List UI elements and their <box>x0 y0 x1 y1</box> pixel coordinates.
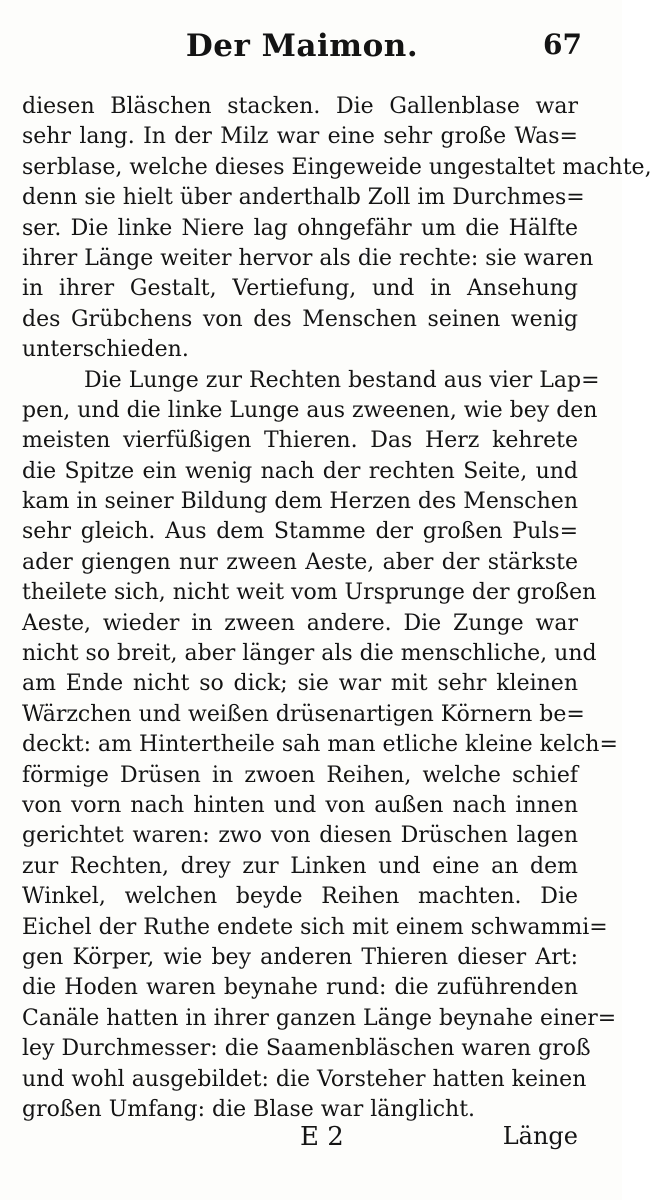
text-line: diesen Bläschen stacken. Die Gallenblase war <box>22 94 578 119</box>
text-line: pen, und die linke Lunge aus zweenen, wie bey den <box>22 397 598 423</box>
text-line: ader giengen nur zween Aeste, aber der stärkste <box>22 549 578 575</box>
text-line: des Grübchens von des Menschen seinen wenig <box>22 306 578 332</box>
text-line: gen Körper, wie bey anderen Thieren dieser Art: <box>22 944 578 970</box>
text-line: serblase, welche dieses Eingeweide ungestaltet machte, <box>22 154 652 180</box>
page-number: 67 <box>543 28 582 61</box>
text-line: die Hoden waren beynahe rund: die zuführenden <box>22 975 578 1001</box>
text-line: sehr lang. In der Milz war eine sehr große Was= <box>22 124 578 150</box>
text-line: unterschieden. <box>22 337 189 363</box>
text-line: nicht so breit, aber länger als die menschliche, und <box>22 641 597 667</box>
text-line: meisten vierfüßigen Thieren. Das Herz kehrete <box>22 428 578 454</box>
text-line: und wohl ausgebildet: die Vorsteher hatten keinen <box>22 1066 587 1092</box>
text-line: Aeste, wieder in zween andere. Die Zunge war <box>22 610 578 636</box>
text-line: großen Umfang: die Blase war länglicht. <box>22 1096 476 1122</box>
text-line: in ihrer Gestalt, Vertiefung, und in Ansehung <box>22 276 578 302</box>
text-line: von vorn nach hinten und von außen nach innen <box>22 792 578 818</box>
text-line: die Spitze ein wenig nach der rechten Seite, und <box>22 458 578 484</box>
text-line: Canäle hatten in ihrer ganzen Länge beynahe einer= <box>22 1005 617 1031</box>
paragraph <box>22 92 652 366</box>
running-title: Der Maimon. <box>185 28 419 64</box>
body-text <box>22 92 652 1125</box>
page-footer <box>22 1122 578 1162</box>
text-line: am Ende nicht so dick; sie war mit sehr kleinen <box>22 671 578 697</box>
text-line: Wärzchen und weißen drüsenartigen Körnern be= <box>22 701 585 727</box>
text-line: denn sie hielt über anderthalb Zoll im Durchmes= <box>22 185 585 211</box>
paragraph <box>22 366 618 1126</box>
text-line: Eichel der Ruthe endete sich mit einem schwammi= <box>22 914 608 940</box>
text-line: gerichtet waren: zwo von diesen Drüschen lagen <box>22 823 578 849</box>
text-line: theilete sich, nicht weit vom Ursprunge der großen <box>22 580 597 606</box>
text-line: zur Rechten, drey zur Linken und eine an dem <box>22 853 578 879</box>
text-line: Winkel, welchen beyde Reihen machten. Die <box>22 884 578 910</box>
text-line: deckt: am Hintertheile sah man etliche kleine kelch= <box>22 732 618 758</box>
catchword: Länge <box>502 1122 578 1150</box>
text-line: sehr gleich. Aus dem Stamme der großen Puls= <box>22 519 578 545</box>
text-line: Die Lunge zur Rechten bestand aus vier Lap= <box>84 367 600 393</box>
text-line: förmige Drüsen in zwoen Reihen, welche schief <box>22 762 578 788</box>
page-header <box>22 22 582 66</box>
signature-mark: E 2 <box>300 1122 344 1152</box>
text-line: ihrer Länge weiter hervor als die rechte: sie waren <box>22 245 594 271</box>
text-line: ley Durchmesser: die Saamenbläschen waren groß <box>22 1036 591 1062</box>
text-line: ser. Die linke Niere lag ohngefähr um die Hälfte <box>22 215 578 241</box>
text-line: kam in seiner Bildung dem Herzen des Menschen <box>22 489 578 515</box>
